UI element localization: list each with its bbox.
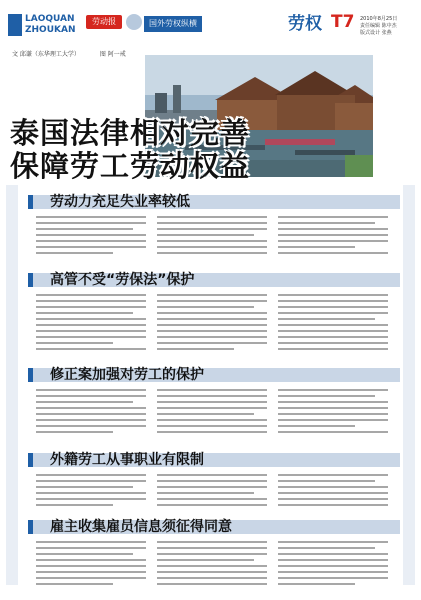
section-title: 高管不受“劳保法”保护 xyxy=(50,272,195,288)
section-heading-4 xyxy=(28,451,400,469)
section-title: 外籍劳工从事职业有限制 xyxy=(50,452,204,468)
text-column xyxy=(36,389,146,437)
headline-line2: 保障劳工劳动权益 xyxy=(10,149,251,183)
section-heading-2 xyxy=(28,271,400,289)
logo-square-icon xyxy=(8,14,22,36)
globe-icon xyxy=(126,14,142,30)
text-column xyxy=(278,389,388,437)
logo-text-line2: ZHOUKAN xyxy=(25,25,76,35)
section-accent xyxy=(28,368,33,382)
body-text-block-1 xyxy=(36,216,388,262)
body-text-block-4 xyxy=(36,474,388,514)
page-header xyxy=(8,6,413,44)
text-column xyxy=(278,294,388,354)
text-column xyxy=(157,216,267,258)
issue-date: 2010年8月25日 xyxy=(360,16,398,22)
photo-byline: 图 阿一戒 xyxy=(99,51,126,58)
publication-logo xyxy=(8,14,76,36)
text-column xyxy=(278,474,388,510)
section-title: 劳动力充足失业率较低 xyxy=(50,194,190,210)
issue-editor: 责任编辑 陈中杰 xyxy=(360,23,397,29)
left-decorative-stripe xyxy=(6,185,18,585)
right-decorative-stripe xyxy=(403,185,415,585)
section-accent xyxy=(28,453,33,467)
body-text-block-5 xyxy=(36,541,388,593)
text-column xyxy=(36,216,146,258)
text-column xyxy=(157,541,267,589)
issue-meta xyxy=(360,16,420,37)
section-accent xyxy=(28,195,33,209)
text-column xyxy=(157,474,267,510)
headline-line1: 泰国法律相对完善 xyxy=(10,116,251,150)
section-accent xyxy=(28,520,33,534)
byline-row xyxy=(12,49,144,58)
section-heading-3 xyxy=(28,366,400,384)
section-heading-5 xyxy=(28,518,400,536)
text-column xyxy=(278,541,388,589)
text-column xyxy=(157,294,267,354)
body-text-block-3 xyxy=(36,389,388,441)
text-column xyxy=(157,389,267,437)
masthead-badge: 劳动报 xyxy=(86,15,122,29)
author-byline: 文 邱谦（东华理工大学） xyxy=(12,51,80,58)
text-column xyxy=(36,541,146,589)
issue-designer: 版式设计 张燕 xyxy=(360,30,392,36)
body-text-block-2 xyxy=(36,294,388,358)
text-column xyxy=(36,474,146,510)
text-column xyxy=(278,216,388,258)
section-name: 劳权 xyxy=(288,14,322,34)
column-tag xyxy=(126,8,216,38)
text-column xyxy=(36,294,146,354)
section-title: 雇主收集雇员信息须征得同意 xyxy=(50,519,232,535)
main-headline xyxy=(10,117,310,183)
column-tag-label: 国外劳权纵横 xyxy=(144,16,202,32)
logo-text-line1: LAOQUAN xyxy=(25,14,75,24)
section-title: 修正案加强对劳工的保护 xyxy=(50,367,204,383)
section-accent xyxy=(28,273,33,287)
page-number: T7 xyxy=(331,12,355,32)
section-heading-1 xyxy=(28,193,400,211)
